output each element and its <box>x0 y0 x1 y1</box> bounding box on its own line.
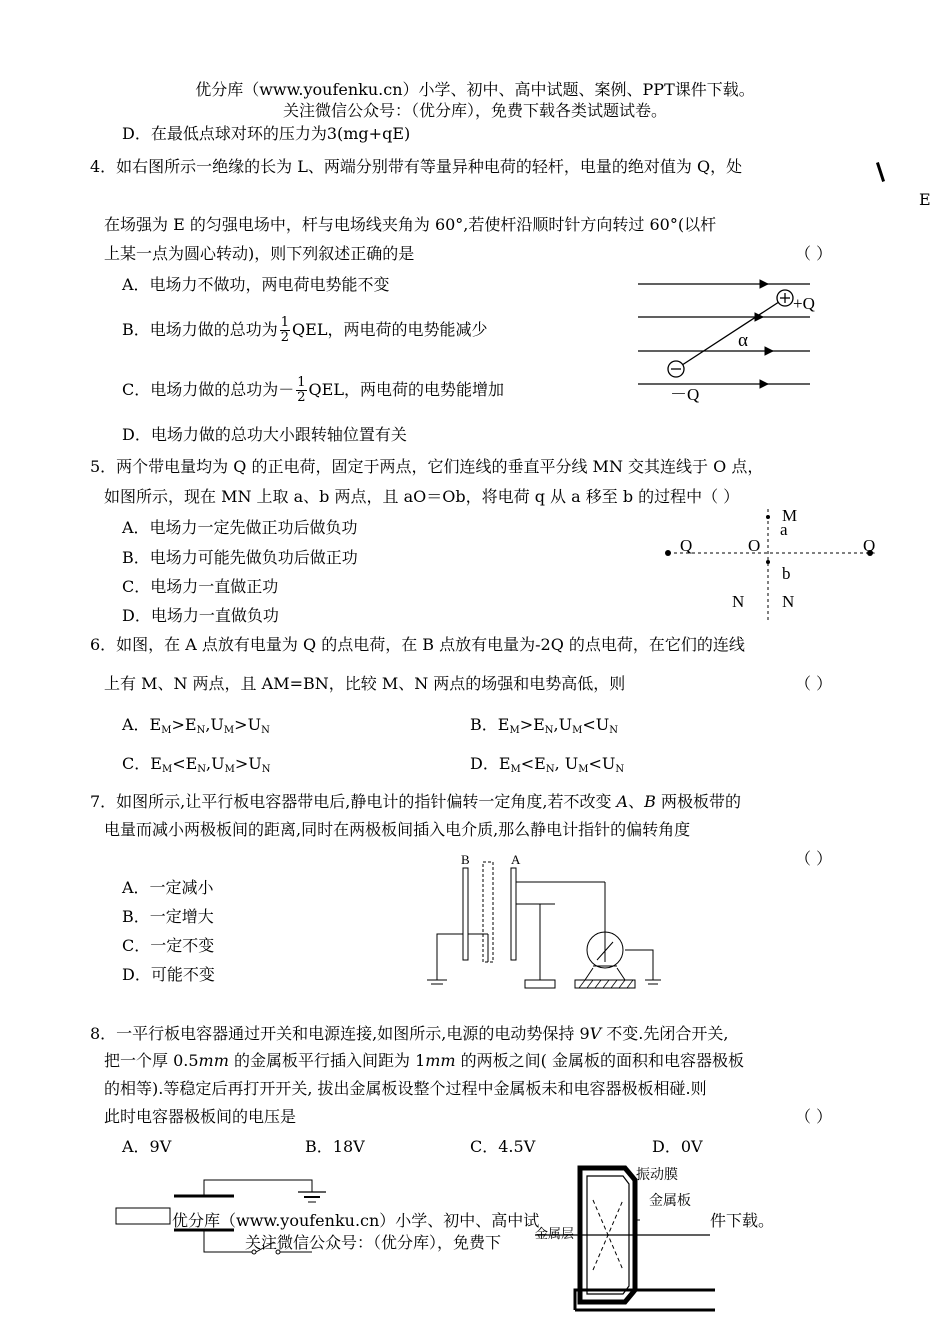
q4-option-b-fraction: $\frac{1}{2}$ <box>280 315 290 345</box>
q7-capacitor-figure <box>425 852 665 997</box>
ground-wire-b <box>437 934 463 980</box>
q4-option-b <box>122 316 487 345</box>
q8-stem-1: 8．一平行板电容器通过开关和电源连接,如图所示,电源的电动势保持 9V 不变.先闭合开关, <box>90 1024 729 1043</box>
footer-line-1a: 优分库（www.youfenku.cn）小学、初中、高中试 <box>172 1211 540 1230</box>
q5-option-d: D．电场力一直做负功 <box>122 606 279 625</box>
label-n-right: N <box>782 592 795 611</box>
point-a-dot <box>766 515 770 519</box>
q5-option-c: C．电场力一直做正功 <box>122 577 279 596</box>
resistor <box>116 1208 170 1224</box>
footer-line-1b: 件下载。 <box>710 1211 775 1230</box>
q8-answer-bracket: （ ） <box>795 1107 833 1126</box>
label-o: O <box>748 536 761 555</box>
label-n-left: N <box>732 592 745 611</box>
point-b-dot <box>766 560 770 564</box>
q4-option-b-post: QEL，两电荷的电势能减少 <box>292 320 488 339</box>
q4-option-c <box>122 376 504 405</box>
q6-option-b: B．$E_M>E_N,U_M<U_N$ <box>470 715 619 736</box>
q6-option-d: D．$E_M<E_N$, $U_M<U_N$ <box>470 754 625 775</box>
q8-option-d: D．0V <box>652 1137 703 1156</box>
header-line-1: 优分库（www.youfenku.cn）小学、初中、高中试题、案例、PPT课件下载。 <box>195 80 755 99</box>
q4-field-mark <box>876 162 885 182</box>
q7-stem-2: 电量而减小两极板间的距离,同时在两极板间插入电介质,那么静电计指针的偏转角度 <box>104 820 691 839</box>
q7-option-a: A．一定减小 <box>122 878 214 897</box>
q3-option-d: D．在最低点球对环的压力为3(mg+qE) <box>122 124 411 143</box>
q6-answer-bracket: （ ） <box>795 674 833 693</box>
q8-option-b: B．18V <box>305 1137 365 1156</box>
label-q-left: Q <box>680 536 693 555</box>
charged-rod <box>676 298 785 369</box>
q7-option-d: D．可能不变 <box>122 965 215 984</box>
label-vibrating-membrane: 振动膜 <box>636 1168 678 1183</box>
q6-stem-2: 上有 M、N 两点，且 AM=BN，比较 M、N 两点的场强和电势高低，则 <box>104 674 626 693</box>
q7-answer-bracket: （ ） <box>795 849 833 868</box>
q6-option-c: C．$E_M<E_N,U_M>U_N$ <box>122 754 271 775</box>
q7-stem-1: 7．如图所示,让平行板电容器带电后,静电计的指针偏转一定角度,若不改变 A、B 两极板带的 <box>90 792 741 811</box>
q6-option-a: A．$E_M>E_N,U_M>U_N$ <box>122 715 270 736</box>
q7-option-c: C．一定不变 <box>122 936 215 955</box>
q4-stem-1: 4．如右图所示一绝缘的长为 L、两端分别带有等量异种电荷的轻杆，电量的绝对值为 Q，处 <box>90 157 743 176</box>
q8-microphone-figure <box>535 1160 735 1320</box>
q8-option-c: C．4.5V <box>470 1137 536 1156</box>
q4-option-c-pre: C．电场力做的总功为－ <box>122 380 295 399</box>
footer-line-2: 关注微信公众号：（优分库），免费下 <box>245 1233 502 1252</box>
plate-b-label: B <box>461 852 470 867</box>
fig-alpha: α <box>738 330 748 351</box>
header-line-2: 关注微信公众号：（优分库），免费下载各类试题试卷。 <box>282 101 667 120</box>
label-metal-plate: 金属板 <box>649 1194 691 1209</box>
plate-b <box>463 868 468 960</box>
q4-option-d: D．电场力做的总功大小跟转轴位置有关 <box>122 425 407 444</box>
q4-stem-2: 在场强为 E 的匀强电场中，杆与电场线夹角为 60°,若使杆沿顺时针方向转过 60°(以杆 <box>104 215 717 234</box>
q5-stem-2: 如图所示，现在 MN 上取 a、b 两点，且 aO＝Ob，将电荷 q 从 a 移至 b 的过程中（ ） <box>104 487 740 506</box>
q6-stem-1: 6．如图，在 A 点放有电量为 Q 的点电荷，在 B 点放有电量为-2Q 的点电荷，在它们的连线 <box>90 635 745 654</box>
q8-stem-4: 此时电容器极板间的电压是 <box>104 1107 297 1126</box>
plate-a <box>511 868 516 960</box>
q4-answer-bracket: （ ） <box>795 244 833 263</box>
q8-stem-3: 的相等).等稳定后再打开开关, 拔出金属板设整个过程中金属板未和电容器极板相碰.则 <box>104 1079 707 1098</box>
q5-option-b: B．电场力可能先做负功后做正功 <box>122 548 358 567</box>
label-q-right: Q <box>863 536 876 555</box>
q5-stem-1: 5．两个带电量均为 Q 的正电荷，固定于两点，它们连线的垂直平分线 MN 交其连线于 O 点， <box>90 457 764 476</box>
q7-option-b: B．一定增大 <box>122 907 214 926</box>
q8-stem-2: 把一个厚 0.5mm 的金属板平行插入间距为 1mm 的两板之间( 金属板的面积和电容器极板 <box>104 1051 745 1070</box>
fig-plus-q: +Q <box>793 294 815 313</box>
left-charge-dot <box>665 550 671 556</box>
q4-field-figure <box>630 272 820 407</box>
label-m: M <box>782 506 798 525</box>
q5-charges-figure <box>660 505 885 625</box>
q4-option-a: A．电场力不做功，两电荷电势能不变 <box>122 275 390 294</box>
fig-minus-q: －Q <box>670 385 700 404</box>
label-a: a <box>780 520 788 539</box>
plate-a-label: A <box>511 852 521 867</box>
q4-option-b-pre: B．电场力做的总功为 <box>122 320 278 339</box>
q4-stem-3: 上某一点为圆心转动)，则下列叙述正确的是 <box>104 244 415 263</box>
q5-option-a: A．电场力一定先做正功后做负功 <box>122 518 358 537</box>
label-b: b <box>782 564 791 583</box>
q8-option-a: A．9V <box>122 1137 172 1156</box>
q4-option-c-post: QEL，两电荷的电势能增加 <box>308 380 504 399</box>
q4-option-c-fraction: $\frac{1}{2}$ <box>297 375 306 405</box>
q4-field-e-label: E <box>919 190 931 209</box>
label-metal-layer: 金属层 <box>535 1226 575 1241</box>
